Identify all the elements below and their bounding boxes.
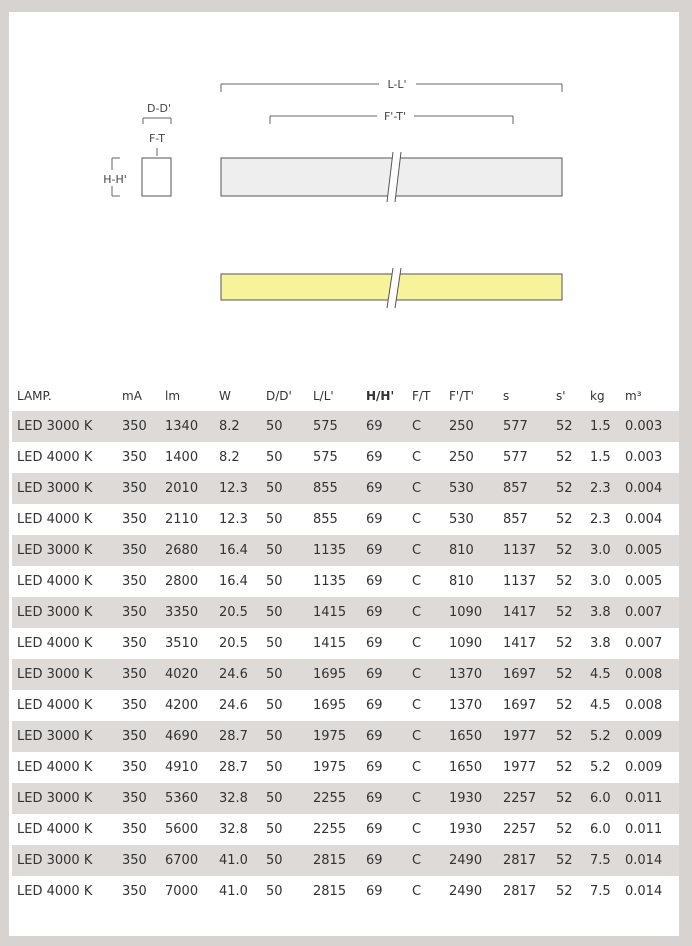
table-row: [12, 845, 679, 876]
cell-w: 16.4: [214, 566, 261, 597]
cell-m3: 0.008: [620, 690, 679, 721]
cell-m3: 0.014: [620, 876, 679, 907]
table-row: [12, 504, 679, 535]
cell-w: 12.3: [214, 504, 261, 535]
cell-ll: 1695: [308, 690, 361, 721]
cell-lamp: LED 4000 K: [12, 752, 117, 783]
cell-s: 2257: [498, 814, 551, 845]
dd-dimension: [143, 118, 171, 124]
cell-lm: 6700: [160, 845, 214, 876]
cell-ft-long: 2490: [444, 845, 498, 876]
cell-ll: 2255: [308, 814, 361, 845]
cell-dd: 50: [261, 721, 308, 752]
table-row: [12, 721, 679, 752]
cell-m3: 0.008: [620, 659, 679, 690]
cell-s-prime: 52: [551, 566, 585, 597]
cell-s: 1137: [498, 566, 551, 597]
cell-s-prime: 52: [551, 721, 585, 752]
cell-s-prime: 52: [551, 690, 585, 721]
spec-table: [12, 380, 679, 907]
cell-ft: C: [407, 628, 444, 659]
cell-hh: 69: [361, 845, 407, 876]
cell-ma: 350: [117, 814, 160, 845]
cell-ll: 1135: [308, 535, 361, 566]
cell-ll: 1135: [308, 566, 361, 597]
cell-lm: 2110: [160, 504, 214, 535]
cell-lm: 4020: [160, 659, 214, 690]
cell-lm: 4200: [160, 690, 214, 721]
cell-kg: 7.5: [585, 845, 620, 876]
cell-kg: 2.3: [585, 473, 620, 504]
cell-lm: 1340: [160, 411, 214, 442]
cell-ft-long: 250: [444, 411, 498, 442]
cell-w: 8.2: [214, 411, 261, 442]
cell-lamp: LED 3000 K: [12, 659, 117, 690]
cell-ll: 2815: [308, 876, 361, 907]
cell-lamp: LED 4000 K: [12, 628, 117, 659]
cell-w: 24.6: [214, 690, 261, 721]
cell-ft: C: [407, 411, 444, 442]
cell-w: 12.3: [214, 473, 261, 504]
cell-hh: 69: [361, 473, 407, 504]
cell-ft: C: [407, 752, 444, 783]
table-header-row: [12, 380, 679, 411]
cell-ll: 1975: [308, 721, 361, 752]
cell-ft: C: [407, 597, 444, 628]
table-row: [12, 690, 679, 721]
cell-ft-long: 250: [444, 442, 498, 473]
cell-ft: C: [407, 721, 444, 752]
cell-hh: 69: [361, 535, 407, 566]
cell-m3: 0.009: [620, 752, 679, 783]
ft-long-label: F'-T': [383, 110, 407, 123]
table-row: [12, 783, 679, 814]
cell-lamp: LED 4000 K: [12, 442, 117, 473]
cell-kg: 7.5: [585, 876, 620, 907]
cell-ft: C: [407, 783, 444, 814]
cell-ft: C: [407, 814, 444, 845]
cell-s: 2817: [498, 876, 551, 907]
cell-ma: 350: [117, 752, 160, 783]
cell-dd: 50: [261, 783, 308, 814]
cell-ft-long: 530: [444, 504, 498, 535]
cell-ma: 350: [117, 628, 160, 659]
cell-kg: 4.5: [585, 659, 620, 690]
cell-kg: 5.2: [585, 752, 620, 783]
header-ll: L/L': [308, 380, 361, 411]
cell-s: 1977: [498, 752, 551, 783]
cell-ll: 1975: [308, 752, 361, 783]
header-kg: kg: [585, 380, 620, 411]
header-w: W: [214, 380, 261, 411]
dimension-diagram: [9, 12, 679, 380]
header-s-prime: s': [551, 380, 585, 411]
cell-ma: 350: [117, 504, 160, 535]
table-row: [12, 566, 679, 597]
cell-w: 8.2: [214, 442, 261, 473]
cell-kg: 3.0: [585, 566, 620, 597]
cell-w: 20.5: [214, 628, 261, 659]
cell-ft-long: 1930: [444, 783, 498, 814]
cell-hh: 69: [361, 721, 407, 752]
cell-kg: 6.0: [585, 783, 620, 814]
cell-ft: C: [407, 659, 444, 690]
table-row: [12, 628, 679, 659]
cell-lm: 3510: [160, 628, 214, 659]
dimension-drawing: [9, 12, 679, 380]
cell-hh: 69: [361, 566, 407, 597]
cell-kg: 1.5: [585, 442, 620, 473]
cell-m3: 0.011: [620, 814, 679, 845]
cell-lamp: LED 4000 K: [12, 876, 117, 907]
table-row: [12, 876, 679, 907]
cell-ma: 350: [117, 690, 160, 721]
cell-kg: 2.3: [585, 504, 620, 535]
cell-ll: 575: [308, 442, 361, 473]
cell-ft-long: 1090: [444, 597, 498, 628]
cell-hh: 69: [361, 783, 407, 814]
cell-s: 1137: [498, 535, 551, 566]
cell-ll: 1415: [308, 597, 361, 628]
cell-lamp: LED 3000 K: [12, 721, 117, 752]
cell-dd: 50: [261, 845, 308, 876]
cell-s-prime: 52: [551, 876, 585, 907]
header-lamp: LAMP.: [12, 380, 117, 411]
cell-m3: 0.011: [620, 783, 679, 814]
cell-s-prime: 52: [551, 597, 585, 628]
cell-s-prime: 52: [551, 659, 585, 690]
cell-ft-long: 1930: [444, 814, 498, 845]
cell-w: 41.0: [214, 845, 261, 876]
cell-lamp: LED 3000 K: [12, 783, 117, 814]
cell-lm: 5360: [160, 783, 214, 814]
cell-s-prime: 52: [551, 752, 585, 783]
cell-s-prime: 52: [551, 845, 585, 876]
cell-ma: 350: [117, 876, 160, 907]
cell-hh: 69: [361, 814, 407, 845]
cell-hh: 69: [361, 411, 407, 442]
cell-m3: 0.009: [620, 721, 679, 752]
table-row: [12, 535, 679, 566]
table-row: [12, 659, 679, 690]
cell-ft-long: 1370: [444, 690, 498, 721]
cell-m3: 0.005: [620, 566, 679, 597]
cell-hh: 69: [361, 597, 407, 628]
cell-lm: 2800: [160, 566, 214, 597]
header-ft: F/T: [407, 380, 444, 411]
cell-ft: C: [407, 690, 444, 721]
cell-ll: 855: [308, 473, 361, 504]
cell-dd: 50: [261, 628, 308, 659]
cell-dd: 50: [261, 473, 308, 504]
cell-lamp: LED 3000 K: [12, 535, 117, 566]
header-lm: lm: [160, 380, 214, 411]
cell-kg: 4.5: [585, 690, 620, 721]
cell-lamp: LED 3000 K: [12, 845, 117, 876]
cell-w: 24.6: [214, 659, 261, 690]
cell-ft: C: [407, 442, 444, 473]
cell-s-prime: 52: [551, 504, 585, 535]
table-row: [12, 411, 679, 442]
cell-lamp: LED 4000 K: [12, 504, 117, 535]
cell-hh: 69: [361, 752, 407, 783]
table-row: [12, 752, 679, 783]
cell-ft: C: [407, 566, 444, 597]
cell-kg: 5.2: [585, 721, 620, 752]
cell-w: 16.4: [214, 535, 261, 566]
cell-w: 32.8: [214, 814, 261, 845]
cell-ma: 350: [117, 597, 160, 628]
header-hh: H/H': [361, 380, 407, 411]
cell-ma: 350: [117, 473, 160, 504]
cell-ft-long: 810: [444, 535, 498, 566]
cell-s: 577: [498, 442, 551, 473]
cell-lamp: LED 4000 K: [12, 814, 117, 845]
cell-ma: 350: [117, 845, 160, 876]
cell-m3: 0.007: [620, 628, 679, 659]
header-dd: D/D': [261, 380, 308, 411]
table-row: [12, 442, 679, 473]
cell-hh: 69: [361, 876, 407, 907]
cell-lamp: LED 4000 K: [12, 690, 117, 721]
cell-s-prime: 52: [551, 628, 585, 659]
table-row: [12, 814, 679, 845]
cell-dd: 50: [261, 566, 308, 597]
header-m3: m³: [620, 380, 679, 411]
cell-kg: 3.8: [585, 628, 620, 659]
cell-s-prime: 52: [551, 814, 585, 845]
cell-m3: 0.003: [620, 411, 679, 442]
cell-w: 28.7: [214, 752, 261, 783]
cell-dd: 50: [261, 442, 308, 473]
cell-lm: 5600: [160, 814, 214, 845]
cell-ft-long: 530: [444, 473, 498, 504]
cell-ll: 2815: [308, 845, 361, 876]
cell-ft: C: [407, 845, 444, 876]
cell-m3: 0.005: [620, 535, 679, 566]
cell-s: 1417: [498, 628, 551, 659]
cell-ll: 1415: [308, 628, 361, 659]
cell-dd: 50: [261, 814, 308, 845]
header-ft-long: F'/T': [444, 380, 498, 411]
cross-section: [142, 158, 171, 196]
cell-ft-long: 1090: [444, 628, 498, 659]
cell-m3: 0.004: [620, 504, 679, 535]
cell-m3: 0.004: [620, 473, 679, 504]
cell-ft-long: 1650: [444, 752, 498, 783]
table-row: [12, 473, 679, 504]
cell-lm: 3350: [160, 597, 214, 628]
cell-lm: 4910: [160, 752, 214, 783]
cell-dd: 50: [261, 659, 308, 690]
cell-w: 32.8: [214, 783, 261, 814]
cell-ft: C: [407, 473, 444, 504]
cell-s: 1977: [498, 721, 551, 752]
cell-lamp: LED 3000 K: [12, 597, 117, 628]
cell-lm: 1400: [160, 442, 214, 473]
hh-label: H-H': [103, 173, 127, 186]
cell-w: 28.7: [214, 721, 261, 752]
cell-dd: 50: [261, 690, 308, 721]
cell-s-prime: 52: [551, 411, 585, 442]
cell-ft: C: [407, 535, 444, 566]
cell-lm: 2680: [160, 535, 214, 566]
cell-ft: C: [407, 876, 444, 907]
cell-lm: 2010: [160, 473, 214, 504]
cell-s-prime: 52: [551, 535, 585, 566]
table-row: [12, 597, 679, 628]
cell-hh: 69: [361, 690, 407, 721]
cell-ma: 350: [117, 659, 160, 690]
cell-lamp: LED 3000 K: [12, 411, 117, 442]
cell-w: 20.5: [214, 597, 261, 628]
cell-ft-long: 810: [444, 566, 498, 597]
cell-ll: 1695: [308, 659, 361, 690]
cell-ll: 2255: [308, 783, 361, 814]
cell-dd: 50: [261, 411, 308, 442]
cell-ft: C: [407, 504, 444, 535]
cell-lamp: LED 4000 K: [12, 566, 117, 597]
cell-ma: 350: [117, 566, 160, 597]
cell-dd: 50: [261, 597, 308, 628]
cell-hh: 69: [361, 628, 407, 659]
cell-kg: 6.0: [585, 814, 620, 845]
spec-sheet-card: [9, 12, 679, 936]
cell-dd: 50: [261, 876, 308, 907]
cell-kg: 3.8: [585, 597, 620, 628]
ll-label: L-L': [387, 78, 407, 91]
cell-s: 2257: [498, 783, 551, 814]
ft-label: F-T: [148, 132, 166, 145]
cell-kg: 1.5: [585, 411, 620, 442]
cell-ma: 350: [117, 442, 160, 473]
header-ma: mA: [117, 380, 160, 411]
cell-hh: 69: [361, 659, 407, 690]
cell-w: 41.0: [214, 876, 261, 907]
cell-s-prime: 52: [551, 442, 585, 473]
cell-s: 1697: [498, 690, 551, 721]
cell-ft-long: 1370: [444, 659, 498, 690]
cell-s: 1417: [498, 597, 551, 628]
cell-dd: 50: [261, 752, 308, 783]
cell-ma: 350: [117, 535, 160, 566]
cell-ll: 855: [308, 504, 361, 535]
cell-m3: 0.003: [620, 442, 679, 473]
cell-s: 1697: [498, 659, 551, 690]
header-s: s: [498, 380, 551, 411]
table-body: [12, 411, 679, 907]
cell-ft-long: 2490: [444, 876, 498, 907]
cell-ll: 575: [308, 411, 361, 442]
cell-dd: 50: [261, 535, 308, 566]
cell-hh: 69: [361, 504, 407, 535]
cell-ma: 350: [117, 411, 160, 442]
cell-s: 857: [498, 473, 551, 504]
cell-kg: 3.0: [585, 535, 620, 566]
cell-ma: 350: [117, 721, 160, 752]
cell-dd: 50: [261, 504, 308, 535]
cell-hh: 69: [361, 442, 407, 473]
cell-lm: 4690: [160, 721, 214, 752]
cell-ft-long: 1650: [444, 721, 498, 752]
cell-s-prime: 52: [551, 783, 585, 814]
cell-s-prime: 52: [551, 473, 585, 504]
cell-s: 857: [498, 504, 551, 535]
cell-lm: 7000: [160, 876, 214, 907]
cell-m3: 0.014: [620, 845, 679, 876]
cell-m3: 0.007: [620, 597, 679, 628]
cell-s: 577: [498, 411, 551, 442]
cell-ma: 350: [117, 783, 160, 814]
dd-label: D-D': [147, 102, 171, 115]
cell-lamp: LED 3000 K: [12, 473, 117, 504]
cell-s: 2817: [498, 845, 551, 876]
